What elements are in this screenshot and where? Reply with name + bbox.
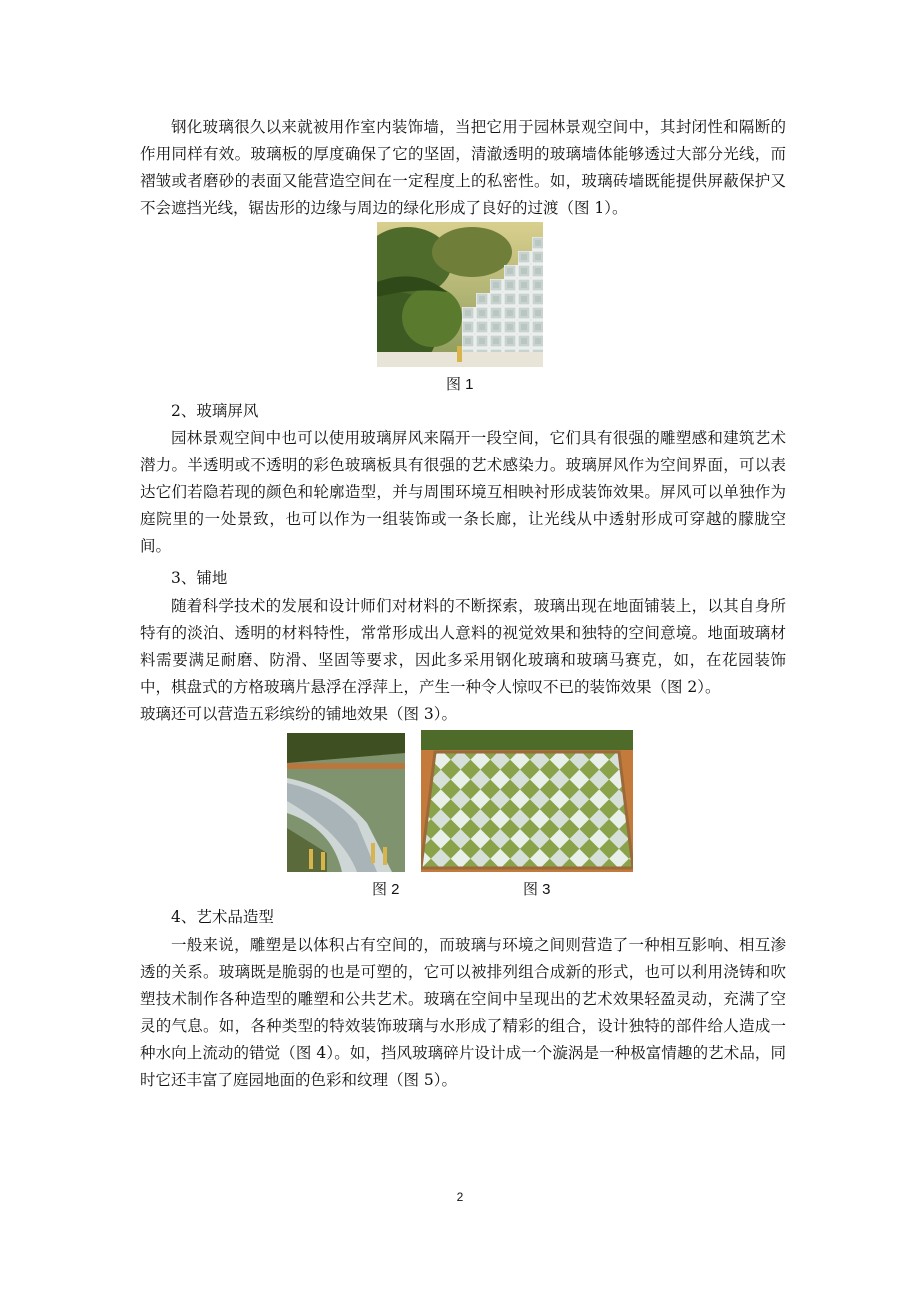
paragraph-art-sculpture: 一般来说，雕塑是以体积占有空间的，而玻璃与环境之间则营造了一种相互影响、相互渗透的关系。玻璃既是脆弱的也是可塑的，它可以被排列组合成新的形式，也可以利用浇铸和吹塑技术制作各种造型的雕塑和公共艺术。玻璃在空间中呈现出的艺术效果轻盈灵动，充满了空灵的气息。如，各种类型的特效装饰玻璃与水形成了精彩的组合，设计独特的部件给人造成一种水向上流动的错觉（图 4）。如，挡风玻璃碎片设计成一个漩涡是一种极富情趣的艺术品，同时它还丰富了庭园地面的色彩和纹理（图 5）。 bbox=[140, 936, 786, 1089]
figure-2-caption: 图 2 bbox=[372, 881, 400, 898]
figure-1-glass-block-wall bbox=[377, 222, 543, 367]
heading-art-sculpture: 4、艺术品造型 bbox=[171, 908, 274, 926]
page-number: 2 bbox=[456, 1190, 464, 1204]
paragraph-paving-colorful: 玻璃还可以营造五彩缤纷的铺地效果（图 3）。 bbox=[140, 705, 458, 723]
heading-paving: 3、铺地 bbox=[171, 569, 228, 587]
figure-1-caption: 图 1 bbox=[446, 376, 474, 393]
figure-3-caption: 图 3 bbox=[523, 881, 551, 898]
paragraph-tempered-glass: 钢化玻璃很久以来就被用作室内装饰墙，当把它用于园林景观空间中，其封闭性和隔断的作用同样有效。玻璃板的厚度确保了它的坚固，清澈透明的玻璃墙体能够透过大部分光线，而褶皱或者磨砂的表面又能营造空间在一定程度上的私密性。如，玻璃砖墙既能提供屏蔽保护又不会遮挡光线，锯齿形的边缘与周边的绿化形成了良好的过渡（图 1）。 bbox=[140, 118, 786, 217]
paragraph-glass-screen: 园林景观空间中也可以使用玻璃屏风来隔开一段空间，它们具有很强的雕塑感和建筑艺术潜力。半透明或不透明的彩色玻璃板具有很强的艺术感染力。玻璃屏风作为空间界面，可以表达它们若隐若现的颜色和轮廓造型，并与周围环境互相映衬形成装饰效果。屏风可以单独作为庭院里的一处景致，也可以作为一组装饰或一条长廊，让光线从中透射形成可穿越的朦胧空间。 bbox=[140, 429, 786, 555]
figure-2-glass-path bbox=[287, 733, 405, 872]
heading-glass-screen: 2、玻璃屏风 bbox=[171, 402, 259, 420]
figure-3-checkerboard-floor bbox=[421, 730, 633, 872]
paragraph-paving: 随着科学技术的发展和设计师们对材料的不断探索，玻璃出现在地面铺装上，以其自身所特有的淡泊、透明的材料特性，常常形成出人意料的视觉效果和独特的空间意境。地面玻璃材料需要满足耐磨、防滑、坚固等要求，因此多采用钢化玻璃和玻璃马赛克，如，在花园装饰中，棋盘式的方格玻璃片悬浮在浮萍上，产生一种令人惊叹不已的装饰效果（图 2）。 bbox=[140, 597, 786, 696]
